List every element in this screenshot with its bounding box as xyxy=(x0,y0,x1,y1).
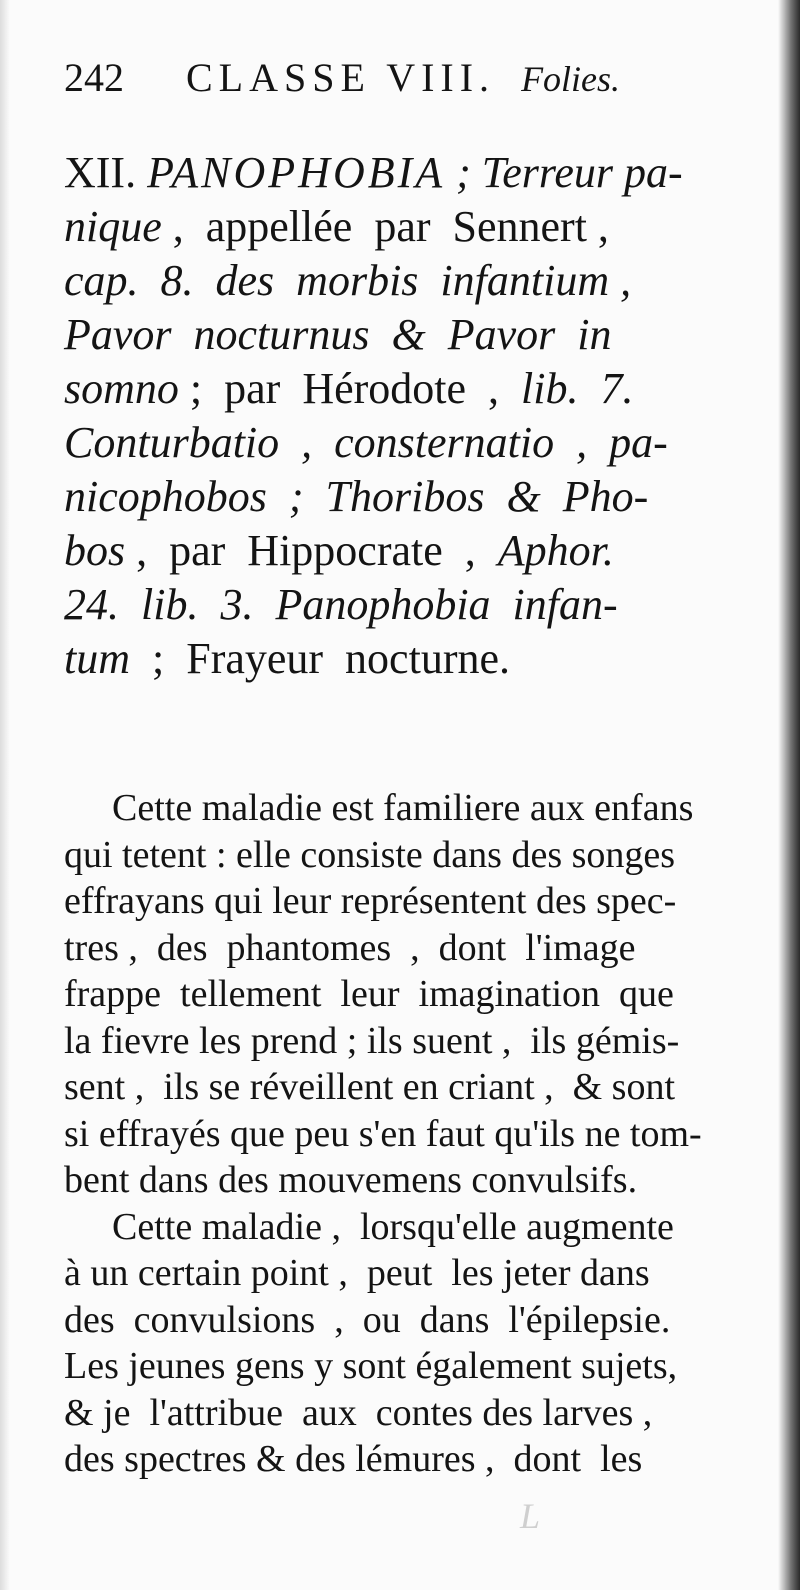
paragraph-line: qui tetent : elle consiste dans des songes xyxy=(64,833,676,876)
entry-line xyxy=(64,362,764,416)
paragraph-line: Cette maladie , lorsqu'elle augmente xyxy=(112,1205,674,1248)
entry-text: 24. lib. 3. Panophobia infan- xyxy=(64,580,618,629)
entry-text: Pavor nocturnus & Pavor in xyxy=(64,310,612,359)
entry-text: somno xyxy=(64,364,179,413)
paragraph-line: la fievre les prend ; ils suent , ils gémis- xyxy=(64,1019,680,1062)
section-title: Folies. xyxy=(521,59,621,99)
paragraph-line: des spectres & des lémures , dont les xyxy=(64,1438,643,1480)
paragraph-line: & je l'attribue aux contes des larves , xyxy=(64,1391,653,1434)
entry-text: ; Frayeur nocturne. xyxy=(130,634,510,683)
entry-line xyxy=(64,308,764,362)
paragraph-line: si effrayés que peu s'en faut qu'ils ne tom- xyxy=(64,1112,702,1155)
entry-line xyxy=(64,470,764,524)
running-header xyxy=(64,48,764,108)
paragraph-line: Les jeunes gens y sont également sujets, xyxy=(64,1345,678,1387)
paragraph-line: sent , ils se réveillent en criant , & sont xyxy=(64,1066,676,1108)
entry-text: tum xyxy=(64,634,130,683)
entry-text: ; par Hérodote , xyxy=(178,364,522,413)
paragraph-line: Cette maladie est familiere aux enfans xyxy=(112,787,694,829)
paragraph-line: des convulsions , ou dans l'épilepsie. xyxy=(64,1298,671,1341)
entry-text: lib. 7. xyxy=(521,364,634,413)
entry-text: Terreur pa- xyxy=(481,148,683,197)
paragraph-line: effrayans qui leur représentent des spec- xyxy=(64,880,677,922)
entry-text: cap. 8. des morbis infantium , xyxy=(64,256,632,305)
disease-name: PANOPHOBIA xyxy=(147,148,446,197)
body-text xyxy=(64,785,754,1483)
entry-text: bos xyxy=(64,526,126,575)
page-shadow-right xyxy=(778,0,800,1590)
entry-text: , par Hippocrate , xyxy=(125,526,498,575)
entry-text: Conturbatio , consternatio , pa- xyxy=(64,418,668,467)
entry-text: nicophobos ; Thoribos & Pho- xyxy=(64,472,649,521)
paragraph-line: frappe tellement leur imagination que xyxy=(64,973,674,1015)
entry-line xyxy=(64,416,764,470)
entry-number: XII. xyxy=(64,148,148,197)
signature-mark: L xyxy=(520,1496,541,1536)
entry-line xyxy=(64,146,764,200)
entry-text: Aphor. xyxy=(497,526,614,575)
entry-text: nique xyxy=(64,202,162,251)
paragraph-line: à un certain point , peut les jeter dans xyxy=(64,1252,650,1294)
entry-line xyxy=(64,254,764,308)
entry-line xyxy=(64,632,764,686)
entry-line xyxy=(64,524,764,578)
paragraph-line: tres , des phantomes , dont l'image xyxy=(64,926,636,969)
class-title: CLASSE VIII. xyxy=(186,55,496,100)
page-shadow-left xyxy=(0,0,10,1590)
entry-line xyxy=(64,578,764,632)
entry-text: , appellée par Sennert , xyxy=(161,202,609,251)
entry-line xyxy=(64,200,764,254)
entry-text: ; xyxy=(445,148,482,197)
paragraph-line: bent dans des mouvemens convulsifs. xyxy=(64,1159,638,1201)
page-number: 242 xyxy=(64,55,124,100)
entry-heading-block xyxy=(64,146,764,686)
